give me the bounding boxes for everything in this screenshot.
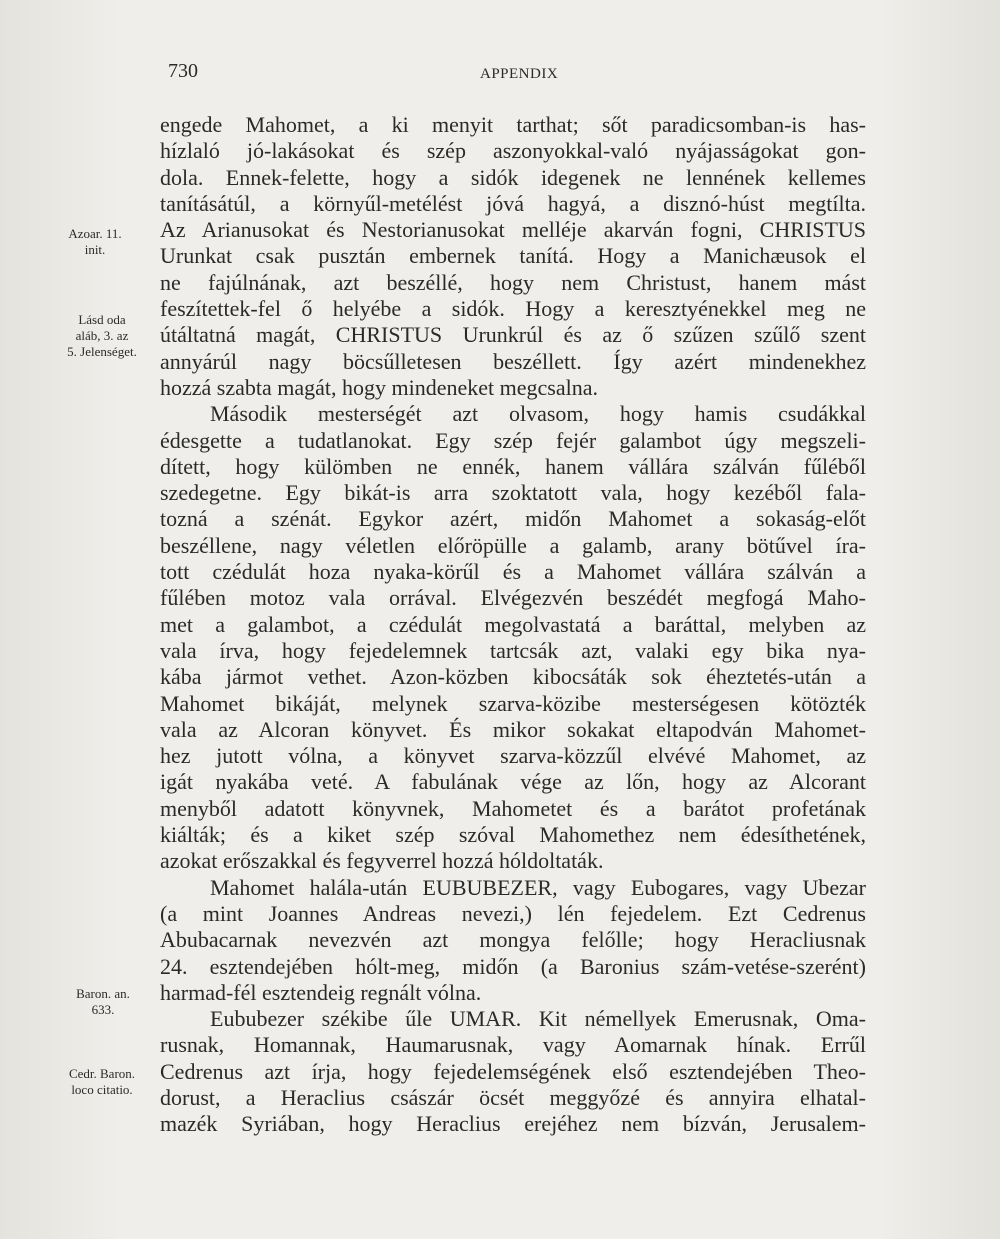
text-line: ne fajúlnának, azt beszéllé, hogy nem Christust, hanem mást — [160, 269, 866, 295]
text-line: fűlében motoz vala orrával. Elvégezvén beszédét megfogá Maho- — [160, 585, 866, 611]
margin-note-line: Cedr. Baron. — [68, 1066, 136, 1081]
text-line: 24. esztendejében hólt-meg, midőn (a Baronius szám-vetése-szerént) — [160, 953, 866, 979]
paragraph — [160, 401, 866, 874]
running-head: APPENDIX — [480, 66, 559, 82]
text-line: azokat erőszakkal és fegyverrel hozzá hóldoltaták. — [160, 848, 604, 874]
margin-note — [52, 312, 152, 360]
paragraph — [160, 875, 866, 1006]
text-line: met a galambot, a czédulát megolvastatá a baráttal, melyben az — [160, 611, 866, 637]
text-line: szedegetne. Egy bikát-is arra szoktatott vala, hogy kezéből fala- — [160, 480, 866, 506]
margin-note-line: 633. — [91, 1002, 115, 1017]
text-line: dorust, a Heraclius császár öcsét meggyőzé és annyira elhatal- — [160, 1084, 866, 1110]
text-line: Eububezer székibe űle UMAR. Kit némellyek Emerusnak, Oma- — [210, 1006, 866, 1032]
text-line: vala az Alcoran könyvet. És mikor sokakat eltapodván Mahomet- — [160, 716, 866, 742]
text-line: édesgette a tudatlanokat. Egy szép fejér galambot úgy megszeli- — [160, 427, 866, 453]
margin-note-line: init. — [84, 242, 106, 257]
margin-note-line: aláb, 3. az — [75, 328, 129, 343]
text-line: (a mint Joannes Andreas nevezi,) lén fejedelem. Ezt Cedrenus — [160, 900, 866, 926]
margin-note-line: loco citatio. — [71, 1082, 133, 1097]
body-text — [160, 112, 866, 1138]
text-line: vala írva, hogy fejedelemnek tartcsák azt, valaki egy bika nya- — [160, 637, 866, 663]
text-line: hez jutott vólna, a könyvet szarva-közzűl elvévé Mahomet, az — [160, 743, 866, 769]
margin-note-line: 5. Jelenséget. — [67, 344, 137, 359]
text-line: menyből adatott könyvnek, Mahometet és a barátot profetának — [160, 795, 866, 821]
text-line: dített, hogy külömben ne ennék, hanem vállára szálván fűléből — [160, 453, 866, 479]
text-line: Mahomet bikáját, melynek szarva-közibe mesterségesen kötözték — [160, 690, 866, 716]
text-line: kába jármot vethet. Azon-közben kibocsáták sok éheztetés-után a — [160, 664, 866, 690]
text-line: tott czédulát hoza nyaka-körűl és a Mahomet vállára szálván a — [160, 559, 866, 585]
text-line: hozzá szabta magát, hogy mindeneket megcsalna. — [160, 374, 598, 400]
text-line: feszítettek-fel ő helyébe a sidók. Hogy a keresztyénekkel meg ne — [160, 296, 866, 322]
text-line: engede Mahomet, a ki menyit tarthat; sőt paradicsomban-is has- — [160, 112, 866, 137]
text-line: igát nyakába veté. A fabulának vége az lőn, hogy az Alcorant — [160, 769, 866, 795]
page-number: 730 — [168, 60, 198, 82]
margin-note-line: Azoar. 11. — [68, 226, 122, 241]
paragraph — [160, 1006, 866, 1137]
paragraph — [160, 112, 866, 401]
page-header — [0, 60, 1000, 90]
text-line: dola. Ennek-felette, hogy a sidók idegenek ne lennének kellemes — [160, 164, 866, 190]
margin-note-line: Lásd oda — [78, 312, 126, 327]
text-line: tozná a szénát. Egykor azért, midőn Mahomet a sokaság-előt — [160, 506, 866, 532]
text-line: útáltatná magát, CHRISTUS Urunkrúl és az ő szűzen szűlő szent — [160, 322, 866, 348]
text-line: tanításátúl, a környűl-metélést jóvá hagyá, a disznó-húst megtílta. — [160, 190, 866, 216]
text-line: Abubacarnak nevezvén azt mongya felőlle; hogy Heracliusnak — [160, 927, 866, 953]
text-line: Cedrenus azt írja, hogy fejedelemségének első esztendejében Theo- — [160, 1058, 866, 1084]
margin-note — [45, 226, 145, 258]
text-line: rusnak, Homannak, Haumarusnak, vagy Aomarnak hínak. Errűl — [160, 1032, 866, 1058]
text-line: kiálták; és a kiket szép szóval Mahomethez nem édesíthetének, — [160, 822, 866, 848]
text-line: Urunkat csak pusztán embernek tanítá. Hogy a Manichæusok el — [160, 243, 866, 269]
text-line: hízlaló jó-lakásokat és szép aszonyokkal-való nyájasságokat gon- — [160, 138, 866, 164]
text-line: mazék Syriában, hogy Heraclius erejéhez nem bízván, Jerusalem- — [160, 1111, 866, 1137]
margin-note — [53, 986, 153, 1018]
text-line: annyárúl nagy böcsűlletesen beszéllett. Így azért mindenekhez — [160, 348, 866, 374]
text-line: harmad-fél esztendeig regnált vólna. — [160, 979, 482, 1005]
text-line: Az Arianusokat és Nestorianusokat melléje akarván fogni, CHRISTUS — [160, 217, 866, 243]
margin-note-line: Baron. an. — [76, 986, 130, 1001]
text-line: Mahomet halála-után EUBUBEZER, vagy Eubogares, vagy Ubezar — [210, 874, 866, 900]
text-line: beszéllene, nagy véletlen előröpülle a galamb, arany bötűvel íra- — [160, 532, 866, 558]
text-line: Második mesterségét azt olvasom, hogy hamis csudákkal — [210, 401, 866, 427]
margin-note — [52, 1066, 152, 1098]
